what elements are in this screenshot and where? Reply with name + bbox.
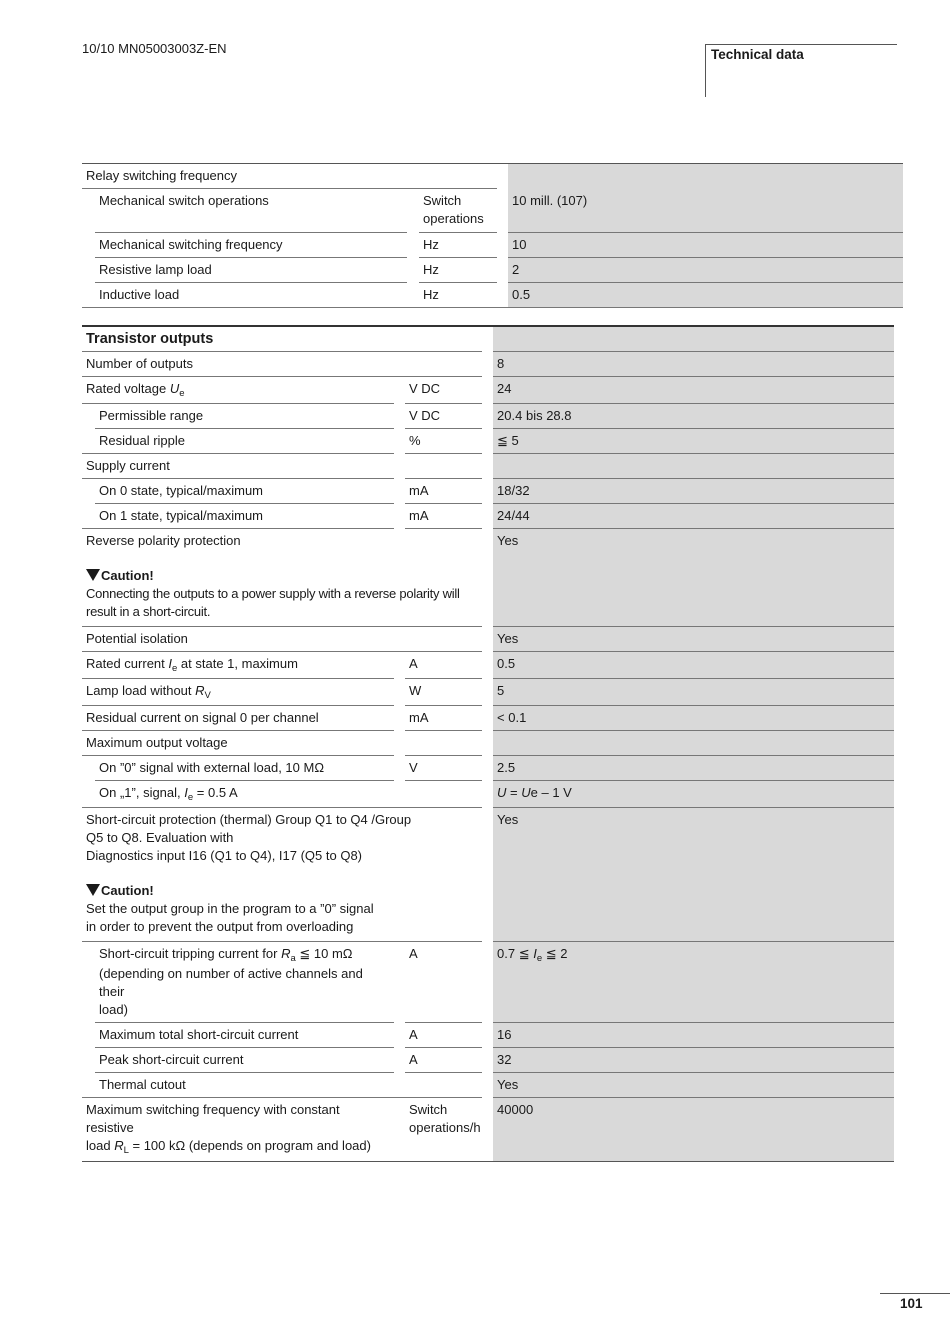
row-unit: mA [405, 504, 482, 529]
row-label: Peak short-circuit current [95, 1048, 394, 1073]
row-value: 20.4 bis 28.8 [493, 404, 894, 429]
document-id: 10/10 MN05003003Z-EN [82, 41, 227, 56]
transistor-section-title: Transistor outputs [82, 326, 482, 352]
transistor-outputs-table [82, 325, 894, 1162]
footer-rule [880, 1293, 950, 1294]
warning-triangle-icon [86, 882, 101, 900]
row-label: Rated voltage $U_e$ [82, 377, 394, 404]
row-value: Yes [493, 808, 894, 942]
row-label: On ”0” signal with external load, 10 MΩ [95, 756, 394, 781]
relay-switching-table [82, 163, 903, 308]
row-label: Short-circuit protection (thermal) Group Q1 to Q4 /Group Q5 to Q8. Evaluation with Diagnostics input I16 (Q1 to Q4), I17 (Q5 to Q8) Caution! Set the output group in the program to a ”0” signal in order to prevent the output from overloading [82, 808, 482, 942]
row-label: Short-circuit tripping current for $R_a$ ≦ 10 mΩ (depending on number of active channels and their load) [95, 942, 394, 1023]
row-label: Number of outputs [82, 352, 482, 377]
table-row [82, 504, 894, 529]
page-number: 101 [900, 1296, 923, 1311]
row-unit: A [405, 652, 482, 679]
row-unit: Hz [419, 283, 497, 308]
table-row [82, 781, 894, 808]
table-row [82, 627, 894, 652]
row-label: Maximum output voltage [82, 731, 394, 756]
row-value: 18/32 [493, 479, 894, 504]
section-tab [705, 44, 897, 97]
row-unit: A [405, 1023, 482, 1048]
row-label: On 1 state, typical/maximum [95, 504, 394, 529]
row-value: Yes [493, 529, 894, 627]
row-unit: W [405, 679, 482, 706]
row-value: U = Ue – 1 V [493, 781, 894, 808]
row-label: Inductive load [95, 283, 407, 308]
warning-triangle-icon [86, 567, 101, 585]
table-row [82, 189, 903, 233]
table-row [82, 377, 894, 404]
caution-label: Caution! [86, 567, 478, 585]
row-value: 10 [508, 233, 903, 258]
row-value: 24 [493, 377, 894, 404]
relay-section-title: Relay switching frequency [82, 164, 497, 189]
row-value: 2 [508, 258, 903, 283]
row-value: 24/44 [493, 504, 894, 529]
row-value: Yes [493, 627, 894, 652]
table-row [82, 429, 894, 454]
row-unit: A [405, 942, 482, 1023]
row-label: Residual ripple [95, 429, 394, 454]
row-value: 16 [493, 1023, 894, 1048]
row-label: Residual current on signal 0 per channel [82, 706, 394, 731]
row-value: 0.7 ≦ $I_e$ ≦ 2 [493, 942, 894, 1023]
row-label: Thermal cutout [95, 1073, 482, 1098]
row-unit: V [405, 756, 482, 781]
table-row [82, 164, 903, 189]
row-label: Lamp load without $R_V$ [82, 679, 394, 706]
row-label: Mechanical switching frequency [95, 233, 407, 258]
row-label: On „1”, signal, $I_e = 0.5$ A [95, 781, 394, 808]
table-row [82, 652, 894, 679]
row-label: Potential isolation [82, 627, 482, 652]
row-unit: A [405, 1048, 482, 1073]
row-label: Mechanical switch operations [95, 189, 407, 233]
table-row [82, 283, 903, 308]
row-unit: % [405, 429, 482, 454]
table-row [82, 756, 894, 781]
row-label: Reverse polarity protection Caution! Connecting the outputs to a power supply with a reverse polarity will result in a short-circuit. [82, 529, 482, 627]
table-row [82, 479, 894, 504]
caution-text: Set the output group in the program to a ”0” signal [86, 901, 374, 916]
row-unit: Hz [419, 258, 497, 283]
table-row [82, 326, 894, 352]
table-row [82, 1048, 894, 1073]
row-value: 0.5 [508, 283, 903, 308]
table-row [82, 808, 894, 942]
table-row [82, 1023, 894, 1048]
row-label: Maximum switching frequency with constant resistive load $R_L = 100$ kΩ (depends on program and load) [86, 1102, 371, 1156]
row-unit: mA [405, 706, 482, 731]
table-row [82, 942, 894, 1023]
table-row [82, 731, 894, 756]
row-unit: Switch operations/h [409, 1102, 481, 1135]
table-row [82, 1098, 894, 1162]
row-unit: V DC [405, 404, 482, 429]
row-value: 32 [493, 1048, 894, 1073]
table-row [82, 352, 894, 377]
row-unit: V DC [405, 377, 482, 404]
row-value: 8 [493, 352, 894, 377]
row-label: Supply current [82, 454, 394, 479]
table-row [82, 258, 903, 283]
row-value: 2.5 [493, 756, 894, 781]
row-value: 10 mill. (107) [508, 189, 903, 233]
row-label: Rated current $I_e$ at state 1, maximum [82, 652, 394, 679]
row-label: Permissible range [95, 404, 394, 429]
table-row [82, 404, 894, 429]
row-value: < 0.1 [493, 706, 894, 731]
row-value: 0.5 [493, 652, 894, 679]
caution-text: Connecting the outputs to a power supply with a reverse polarity will result in a short-circuit. [86, 586, 460, 619]
table-row [82, 454, 894, 479]
table-row [82, 1073, 894, 1098]
caution-text: in order to prevent the output from overloading [86, 919, 354, 934]
row-label: On 0 state, typical/maximum [95, 479, 394, 504]
row-unit: mA [405, 479, 482, 504]
row-value: ≦ 5 [493, 429, 894, 454]
row-unit: Switch operations [419, 189, 497, 233]
caution-label: Caution! [86, 882, 478, 900]
row-value: 5 [493, 679, 894, 706]
table-row [82, 679, 894, 706]
section-title: Technical data [711, 47, 804, 62]
row-value: Yes [493, 1073, 894, 1098]
table-row [82, 233, 903, 258]
row-unit: Hz [419, 233, 497, 258]
row-label: Maximum total short-circuit current [95, 1023, 394, 1048]
table-row [82, 529, 894, 627]
row-label: Resistive lamp load [95, 258, 407, 283]
row-value: 40000 [493, 1098, 894, 1162]
table-row [82, 706, 894, 731]
